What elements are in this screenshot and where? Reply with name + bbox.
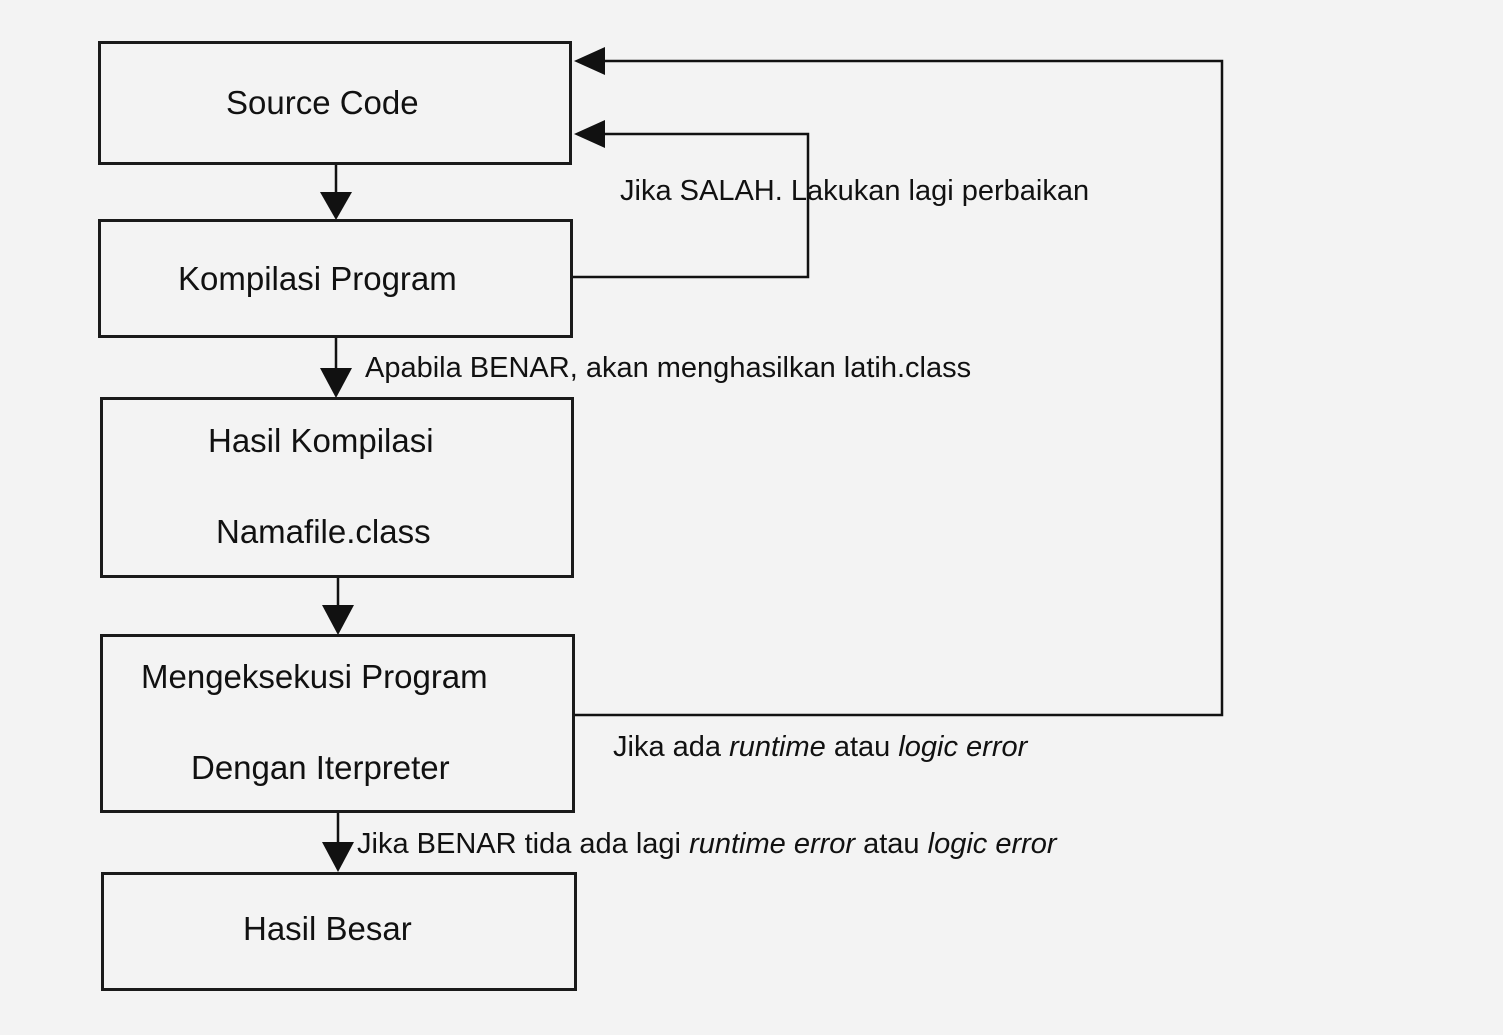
label-final-pre: Jika BENAR tida ada lagi [357,828,690,860]
label-final-mid: atau [855,828,928,860]
eksekusi-text: Mengeksekusi Program [141,658,488,695]
hasil-kompilasi-text: Hasil Kompilasi [208,422,434,459]
hasil-besar-text: Hasil Besar [243,910,412,947]
label-final-logic: logic error [927,828,1057,860]
label-error-runtime: runtime [729,731,826,763]
label-final [357,828,1057,861]
label-error-logic: logic error [898,731,1028,763]
label-error [613,731,1027,764]
namafile-text: Namafile.class [216,513,431,550]
label-error-pre: Jika ada [613,731,730,763]
label-error-mid: atau [825,731,899,763]
label-benar-compile: Apabila BENAR, akan menghasilkan latih.class [365,352,972,384]
source-code-text: Source Code [226,84,419,121]
kompilasi-text: Kompilasi Program [178,260,457,297]
label-salah: Jika SALAH. Lakukan lagi perbaikan [620,175,1090,207]
label-final-runtime: runtime error [689,828,856,860]
loop-runtime-error [574,61,1222,715]
interpreter-text: Dengan Iterpreter [191,749,450,786]
